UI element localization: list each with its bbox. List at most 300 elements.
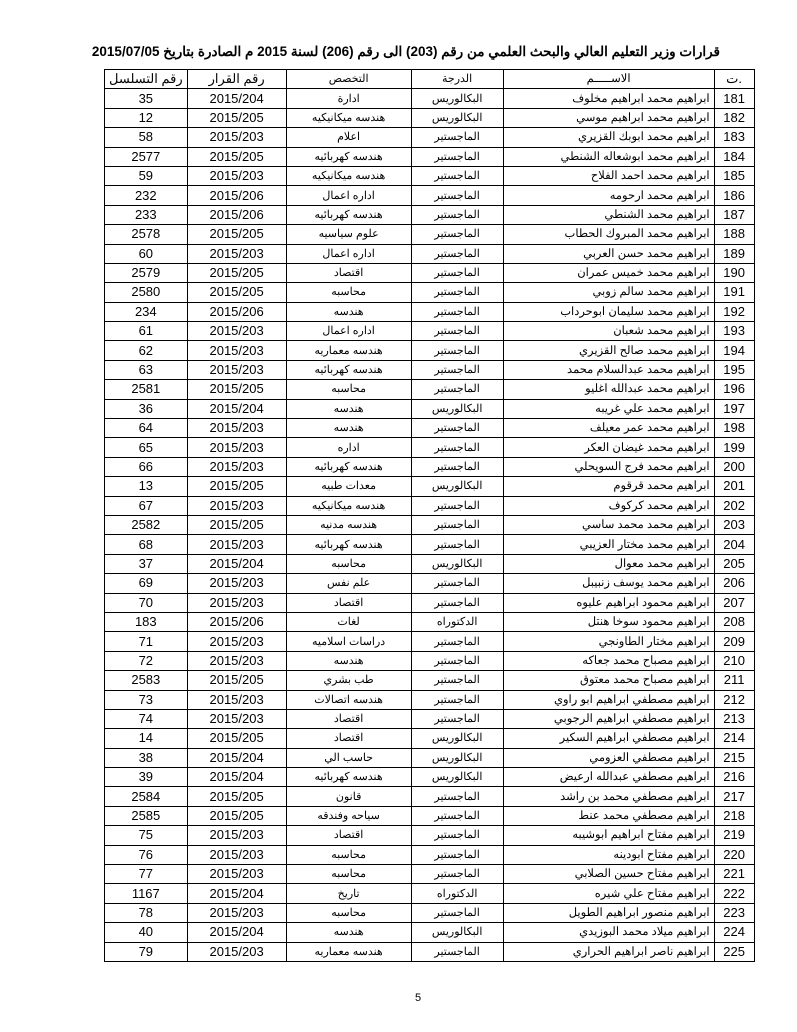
header-degree: الدرجة (411, 70, 503, 89)
cell-decision: 2015/203 (187, 574, 286, 593)
cell-number: 203 (714, 515, 754, 534)
cell-serial: 77 (105, 865, 188, 884)
table-row (105, 244, 755, 263)
cell-specialization: اداره اعمال (286, 244, 411, 263)
cell-serial: 14 (105, 729, 188, 748)
header-serial: رقم التسلسل (105, 70, 188, 89)
table-row (105, 477, 755, 496)
cell-decision: 2015/205 (187, 147, 286, 166)
table-row (105, 729, 755, 748)
cell-name: ابراهيم محمد معوال (503, 554, 714, 573)
cell-serial: 2578 (105, 225, 188, 244)
cell-serial: 40 (105, 923, 188, 942)
cell-serial: 2583 (105, 671, 188, 690)
cell-number: 199 (714, 438, 754, 457)
cell-specialization: محاسبه (286, 845, 411, 864)
cell-name: ابراهيم محمد المبروك الحطاب (503, 225, 714, 244)
cell-serial: 58 (105, 128, 188, 147)
cell-specialization: هندسه كهربائيه (286, 360, 411, 379)
cell-serial: 39 (105, 768, 188, 787)
cell-name: ابراهيم محمد سليمان ابوحرداب (503, 302, 714, 321)
cell-serial: 2582 (105, 515, 188, 534)
cell-number: 209 (714, 632, 754, 651)
cell-serial: 12 (105, 108, 188, 127)
table-row (105, 535, 755, 554)
table-row (105, 671, 755, 690)
cell-degree: الماجستير (411, 496, 503, 515)
cell-name: ابراهيم محمد شعبان (503, 322, 714, 341)
cell-degree: الماجستير (411, 244, 503, 263)
cell-degree: الماجستير (411, 322, 503, 341)
table-row (105, 923, 755, 942)
cell-name: ابراهيم مصطفي ابراهيم الرجوبي (503, 709, 714, 728)
table-row (105, 419, 755, 438)
cell-serial: 13 (105, 477, 188, 496)
cell-name: ابراهيم محمد يوسف زنبيبل (503, 574, 714, 593)
cell-specialization: اداره اعمال (286, 186, 411, 205)
cell-specialization: اقتصاد (286, 593, 411, 612)
table-row (105, 554, 755, 573)
cell-decision: 2015/203 (187, 166, 286, 185)
cell-number: 208 (714, 612, 754, 631)
cell-decision: 2015/205 (187, 787, 286, 806)
cell-number: 213 (714, 709, 754, 728)
decisions-table (104, 69, 755, 962)
table-row (105, 806, 755, 825)
cell-serial: 1167 (105, 884, 188, 903)
cell-serial: 74 (105, 709, 188, 728)
cell-serial: 36 (105, 399, 188, 418)
cell-specialization: محاسبه (286, 283, 411, 302)
cell-specialization: محاسبه (286, 903, 411, 922)
cell-serial: 69 (105, 574, 188, 593)
cell-decision: 2015/203 (187, 845, 286, 864)
table-row (105, 709, 755, 728)
cell-decision: 2015/205 (187, 225, 286, 244)
cell-degree: الماجستير (411, 806, 503, 825)
cell-name: ابراهيم مصطفي العزومي (503, 748, 714, 767)
table-row (105, 496, 755, 515)
cell-name: ابراهيم محمد ارحومه (503, 186, 714, 205)
cell-number: 205 (714, 554, 754, 573)
cell-decision: 2015/205 (187, 729, 286, 748)
cell-degree: الماجستير (411, 283, 503, 302)
cell-degree: الماجستير (411, 535, 503, 554)
cell-decision: 2015/204 (187, 884, 286, 903)
cell-number: 195 (714, 360, 754, 379)
cell-degree: الماجستير (411, 128, 503, 147)
cell-number: 215 (714, 748, 754, 767)
cell-name: ابراهيم محمد عبدالسلام محمد (503, 360, 714, 379)
cell-serial: 63 (105, 360, 188, 379)
table-row (105, 360, 755, 379)
cell-decision: 2015/205 (187, 263, 286, 282)
cell-degree: الدكتوراه (411, 612, 503, 631)
cell-decision: 2015/204 (187, 768, 286, 787)
cell-specialization: قانون (286, 787, 411, 806)
table-row (105, 768, 755, 787)
cell-degree: الماجستير (411, 865, 503, 884)
table-row (105, 128, 755, 147)
cell-specialization: هندسه (286, 923, 411, 942)
cell-specialization: هندسه ميكانيكيه (286, 166, 411, 185)
cell-number: 210 (714, 651, 754, 670)
cell-number: 222 (714, 884, 754, 903)
cell-name: ابراهيم محمد قرقوم (503, 477, 714, 496)
cell-decision: 2015/205 (187, 380, 286, 399)
cell-degree: الماجستير (411, 302, 503, 321)
cell-specialization: اقتصاد (286, 263, 411, 282)
cell-decision: 2015/203 (187, 244, 286, 263)
cell-degree: الماجستير (411, 787, 503, 806)
cell-specialization: هندسه (286, 651, 411, 670)
cell-degree: البكالوريس (411, 399, 503, 418)
cell-specialization: هندسه كهربائيه (286, 768, 411, 787)
cell-specialization: هندسه كهربائيه (286, 457, 411, 476)
cell-name: ابراهيم محمد ابوشعاله الشنطي (503, 147, 714, 166)
cell-degree: الماجستير (411, 593, 503, 612)
cell-name: ابراهيم مصباح محمد معتوق (503, 671, 714, 690)
cell-specialization: تاريخ (286, 884, 411, 903)
table-row (105, 826, 755, 845)
cell-name: ابراهيم مصطفي محمد بن راشد (503, 787, 714, 806)
cell-degree: الماجستير (411, 671, 503, 690)
cell-number: 204 (714, 535, 754, 554)
cell-name: ابراهيم محمد صالح القزيري (503, 341, 714, 360)
cell-decision: 2015/203 (187, 360, 286, 379)
cell-number: 184 (714, 147, 754, 166)
cell-degree: البكالوريس (411, 89, 503, 108)
cell-degree: الماجستير (411, 690, 503, 709)
cell-specialization: لغات (286, 612, 411, 631)
table-row (105, 457, 755, 476)
page-number: 5 (414, 992, 422, 1004)
cell-specialization: هندسه كهربائيه (286, 205, 411, 224)
cell-specialization: طب بشري (286, 671, 411, 690)
table-row (105, 651, 755, 670)
cell-specialization: ادارة (286, 89, 411, 108)
cell-serial: 183 (105, 612, 188, 631)
table-row (105, 225, 755, 244)
cell-name: ابراهيم مفتاح علي شيره (503, 884, 714, 903)
cell-serial: 78 (105, 903, 188, 922)
cell-decision: 2015/203 (187, 651, 286, 670)
cell-specialization: هندسه (286, 302, 411, 321)
cell-name: ابراهيم مفتاح ابودينه (503, 845, 714, 864)
table-row (105, 108, 755, 127)
cell-specialization: محاسبه (286, 380, 411, 399)
cell-degree: الماجستير (411, 845, 503, 864)
cell-decision: 2015/203 (187, 632, 286, 651)
cell-serial: 2581 (105, 380, 188, 399)
cell-decision: 2015/206 (187, 612, 286, 631)
cell-degree: الماجستير (411, 225, 503, 244)
table-row (105, 612, 755, 631)
cell-number: 200 (714, 457, 754, 476)
cell-name: ابراهيم مصطفي محمد عنط (503, 806, 714, 825)
cell-specialization: معدات طبيه (286, 477, 411, 496)
cell-name: ابراهيم مصطفي عبدالله ارعيض (503, 768, 714, 787)
table-row (105, 89, 755, 108)
cell-name: ابراهيم محمد ابوبك القزيري (503, 128, 714, 147)
cell-number: 192 (714, 302, 754, 321)
cell-specialization: اقتصاد (286, 826, 411, 845)
cell-name: ابراهيم محمد علي غريبه (503, 399, 714, 418)
table-row (105, 399, 755, 418)
cell-number: 207 (714, 593, 754, 612)
cell-degree: الماجستير (411, 380, 503, 399)
table-row (105, 515, 755, 534)
cell-name: ابراهيم مفتاح ابراهيم ابوشيبه (503, 826, 714, 845)
cell-specialization: محاسبه (286, 554, 411, 573)
cell-number: 202 (714, 496, 754, 515)
cell-decision: 2015/204 (187, 554, 286, 573)
cell-serial: 64 (105, 419, 188, 438)
cell-decision: 2015/203 (187, 419, 286, 438)
cell-degree: الماجستير (411, 632, 503, 651)
cell-specialization: هندسه معماريه (286, 341, 411, 360)
table-row (105, 884, 755, 903)
cell-specialization: اعلام (286, 128, 411, 147)
cell-degree: البكالوريس (411, 554, 503, 573)
cell-serial: 2584 (105, 787, 188, 806)
table-row (105, 942, 755, 961)
cell-name: ابراهيم محمد حسن العربي (503, 244, 714, 263)
cell-decision: 2015/203 (187, 865, 286, 884)
table-row (105, 283, 755, 302)
cell-decision: 2015/203 (187, 826, 286, 845)
table-row (105, 593, 755, 612)
cell-degree: الماجستير (411, 205, 503, 224)
cell-number: 221 (714, 865, 754, 884)
cell-number: 224 (714, 923, 754, 942)
cell-degree: البكالوريس (411, 729, 503, 748)
cell-serial: 37 (105, 554, 188, 573)
document-title: قرارات وزير التعليم العالي والبحث العلمي من رقم (203) الى رقم (206) لسنة 2015 م الصادرة بتاريخ 2015/07/05 (91, 44, 720, 59)
cell-decision: 2015/204 (187, 923, 286, 942)
cell-specialization: سياحه وفندقه (286, 806, 411, 825)
cell-number: 188 (714, 225, 754, 244)
cell-number: 218 (714, 806, 754, 825)
cell-name: ابراهيم محمد ابراهيم مخلوف (503, 89, 714, 108)
cell-number: 187 (714, 205, 754, 224)
table-row (105, 341, 755, 360)
cell-decision: 2015/203 (187, 438, 286, 457)
cell-degree: الماجستير (411, 515, 503, 534)
cell-specialization: اداره اعمال (286, 322, 411, 341)
cell-number: 185 (714, 166, 754, 185)
cell-number: 201 (714, 477, 754, 496)
cell-decision: 2015/204 (187, 748, 286, 767)
cell-number: 196 (714, 380, 754, 399)
cell-serial: 59 (105, 166, 188, 185)
cell-name: ابراهيم محمود سوخا هنتل (503, 612, 714, 631)
cell-number: 198 (714, 419, 754, 438)
cell-decision: 2015/203 (187, 322, 286, 341)
cell-name: ابراهيم مختار الطاونجي (503, 632, 714, 651)
cell-name: ابراهيم محمود ابراهيم عليوه (503, 593, 714, 612)
table-row (105, 263, 755, 282)
cell-serial: 70 (105, 593, 188, 612)
cell-decision: 2015/203 (187, 903, 286, 922)
cell-decision: 2015/205 (187, 283, 286, 302)
cell-degree: الماجستير (411, 457, 503, 476)
cell-number: 181 (714, 89, 754, 108)
cell-serial: 79 (105, 942, 188, 961)
cell-serial: 2580 (105, 283, 188, 302)
cell-decision: 2015/203 (187, 535, 286, 554)
cell-name: ابراهيم محمد ابراهيم موسي (503, 108, 714, 127)
cell-decision: 2015/205 (187, 108, 286, 127)
cell-name: ابراهيم مصطفي ابراهيم ابو راوي (503, 690, 714, 709)
cell-degree: البكالوريس (411, 108, 503, 127)
cell-number: 194 (714, 341, 754, 360)
cell-decision: 2015/205 (187, 806, 286, 825)
cell-specialization: محاسبه (286, 865, 411, 884)
cell-number: 216 (714, 768, 754, 787)
cell-decision: 2015/203 (187, 341, 286, 360)
cell-decision: 2015/203 (187, 942, 286, 961)
cell-degree: الماجستير (411, 651, 503, 670)
cell-serial: 73 (105, 690, 188, 709)
cell-degree: الماجستير (411, 826, 503, 845)
cell-serial: 68 (105, 535, 188, 554)
cell-degree: الماجستير (411, 166, 503, 185)
cell-degree: الماجستير (411, 360, 503, 379)
cell-decision: 2015/203 (187, 690, 286, 709)
cell-degree: الدكتوراه (411, 884, 503, 903)
table-row (105, 438, 755, 457)
cell-name: ابراهيم محمد فرج السويحلي (503, 457, 714, 476)
cell-serial: 76 (105, 845, 188, 864)
cell-name: ابراهيم محمد كركوف (503, 496, 714, 515)
cell-name: ابراهيم منصور ابراهيم الطويل (503, 903, 714, 922)
cell-decision: 2015/206 (187, 186, 286, 205)
header-name: الاســـــم (503, 70, 714, 89)
cell-name: ابراهيم مصطفي ابراهيم السكير (503, 729, 714, 748)
cell-number: 183 (714, 128, 754, 147)
cell-decision: 2015/204 (187, 399, 286, 418)
cell-name: ابراهيم محمد عمر معيلف (503, 419, 714, 438)
cell-degree: الماجستير (411, 438, 503, 457)
table-row (105, 302, 755, 321)
cell-decision: 2015/206 (187, 205, 286, 224)
cell-name: ابراهيم محمد احمد الفلاح (503, 166, 714, 185)
cell-name: ابراهيم ناصر ابراهيم الحراري (503, 942, 714, 961)
cell-serial: 67 (105, 496, 188, 515)
cell-serial: 66 (105, 457, 188, 476)
table-row (105, 787, 755, 806)
cell-degree: الماجستير (411, 263, 503, 282)
cell-serial: 232 (105, 186, 188, 205)
cell-degree: الماجستير (411, 419, 503, 438)
cell-degree: الماجستير (411, 574, 503, 593)
cell-specialization: حاسب الي (286, 748, 411, 767)
cell-specialization: هندسه ميكانيكيه (286, 108, 411, 127)
cell-degree: الماجستير (411, 709, 503, 728)
cell-number: 211 (714, 671, 754, 690)
header-specialization: التخصص (286, 70, 411, 89)
cell-degree: الماجستير (411, 341, 503, 360)
cell-serial: 35 (105, 89, 188, 108)
cell-specialization: دراسات اسلاميه (286, 632, 411, 651)
cell-serial: 234 (105, 302, 188, 321)
cell-serial: 60 (105, 244, 188, 263)
cell-name: ابراهيم ميلاد محمد البوزيدي (503, 923, 714, 942)
cell-degree: البكالوريس (411, 748, 503, 767)
cell-decision: 2015/203 (187, 496, 286, 515)
cell-name: ابراهيم مصباح محمد جعاكه (503, 651, 714, 670)
cell-serial: 2585 (105, 806, 188, 825)
cell-serial: 75 (105, 826, 188, 845)
cell-name: ابراهيم محمد الشنطي (503, 205, 714, 224)
cell-specialization: هندسه اتصالات (286, 690, 411, 709)
cell-serial: 62 (105, 341, 188, 360)
cell-specialization: اقتصاد (286, 729, 411, 748)
cell-specialization: هندسه (286, 399, 411, 418)
cell-number: 217 (714, 787, 754, 806)
cell-number: 219 (714, 826, 754, 845)
cell-number: 190 (714, 263, 754, 282)
header-decision: رقم القرار (187, 70, 286, 89)
header-number: ت. (714, 70, 754, 89)
cell-name: ابراهيم مفتاح حسين الصلابي (503, 865, 714, 884)
cell-specialization: هندسه كهربائيه (286, 147, 411, 166)
cell-specialization: علوم سياسيه (286, 225, 411, 244)
cell-degree: الماجستير (411, 942, 503, 961)
cell-number: 186 (714, 186, 754, 205)
table-row (105, 748, 755, 767)
cell-number: 191 (714, 283, 754, 302)
cell-decision: 2015/205 (187, 515, 286, 534)
cell-name: ابراهيم محمد خميس عمران (503, 263, 714, 282)
cell-number: 220 (714, 845, 754, 864)
table-row (105, 186, 755, 205)
cell-specialization: هندسه ميكانيكيه (286, 496, 411, 515)
cell-number: 182 (714, 108, 754, 127)
cell-name: ابراهيم محمد عبدالله اغليو (503, 380, 714, 399)
cell-specialization: هندسه معماريه (286, 942, 411, 961)
cell-serial: 38 (105, 748, 188, 767)
cell-decision: 2015/205 (187, 671, 286, 690)
table-header-row (105, 70, 755, 89)
cell-specialization: اداره (286, 438, 411, 457)
table-row (105, 845, 755, 864)
cell-decision: 2015/205 (187, 477, 286, 496)
cell-serial: 2577 (105, 147, 188, 166)
cell-degree: الماجستير (411, 903, 503, 922)
cell-degree: الماجستير (411, 186, 503, 205)
cell-decision: 2015/203 (187, 709, 286, 728)
table-row (105, 865, 755, 884)
cell-serial: 2579 (105, 263, 188, 282)
cell-degree: الماجستير (411, 147, 503, 166)
table-row (105, 574, 755, 593)
table-row (105, 380, 755, 399)
cell-number: 214 (714, 729, 754, 748)
cell-specialization: هندسه كهربائيه (286, 535, 411, 554)
cell-name: ابراهيم محمد سالم زوبي (503, 283, 714, 302)
cell-specialization: هندسه (286, 419, 411, 438)
cell-decision: 2015/203 (187, 457, 286, 476)
cell-number: 223 (714, 903, 754, 922)
table-row (105, 166, 755, 185)
cell-degree: البكالوريس (411, 768, 503, 787)
cell-decision: 2015/203 (187, 128, 286, 147)
table-row (105, 632, 755, 651)
cell-number: 197 (714, 399, 754, 418)
cell-name: ابراهيم محمد محمد ساسي (503, 515, 714, 534)
